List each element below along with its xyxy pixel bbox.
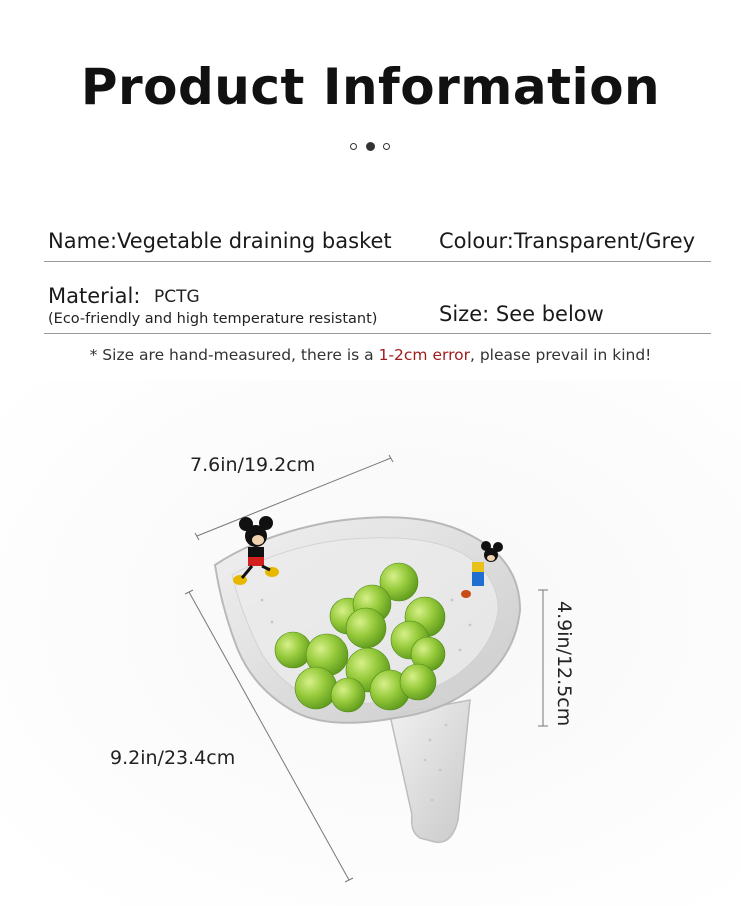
note-suffix: , please prevail in kind!	[469, 346, 652, 364]
dimension-top-width: 7.6in/19.2cm	[190, 454, 316, 476]
page-title: Product Information	[80, 58, 661, 116]
divider	[44, 333, 711, 334]
product-name: Name:Vegetable draining basket	[48, 229, 392, 253]
material-value: PCTG	[154, 287, 200, 307]
dimension-length: 9.2in/23.4cm	[110, 747, 236, 769]
product-photo	[0, 380, 741, 906]
divider	[44, 261, 711, 262]
measurement-note	[0, 346, 741, 364]
decorative-dots	[348, 142, 394, 154]
material-note: (Eco-friendly and high temperature resistant)	[48, 311, 378, 327]
dot-icon	[350, 143, 357, 150]
dimension-height: 4.9in/12.5cm	[553, 601, 575, 727]
product-size: Size: See below	[439, 302, 604, 326]
product-colour: Colour:Transparent/Grey	[439, 229, 696, 253]
dot-icon	[366, 142, 375, 151]
material-label: Material:	[48, 284, 141, 308]
note-prefix: * Size are hand-measured, there is a	[89, 346, 379, 364]
note-error-range: 1-2cm error	[378, 346, 470, 364]
dot-icon	[383, 143, 390, 150]
